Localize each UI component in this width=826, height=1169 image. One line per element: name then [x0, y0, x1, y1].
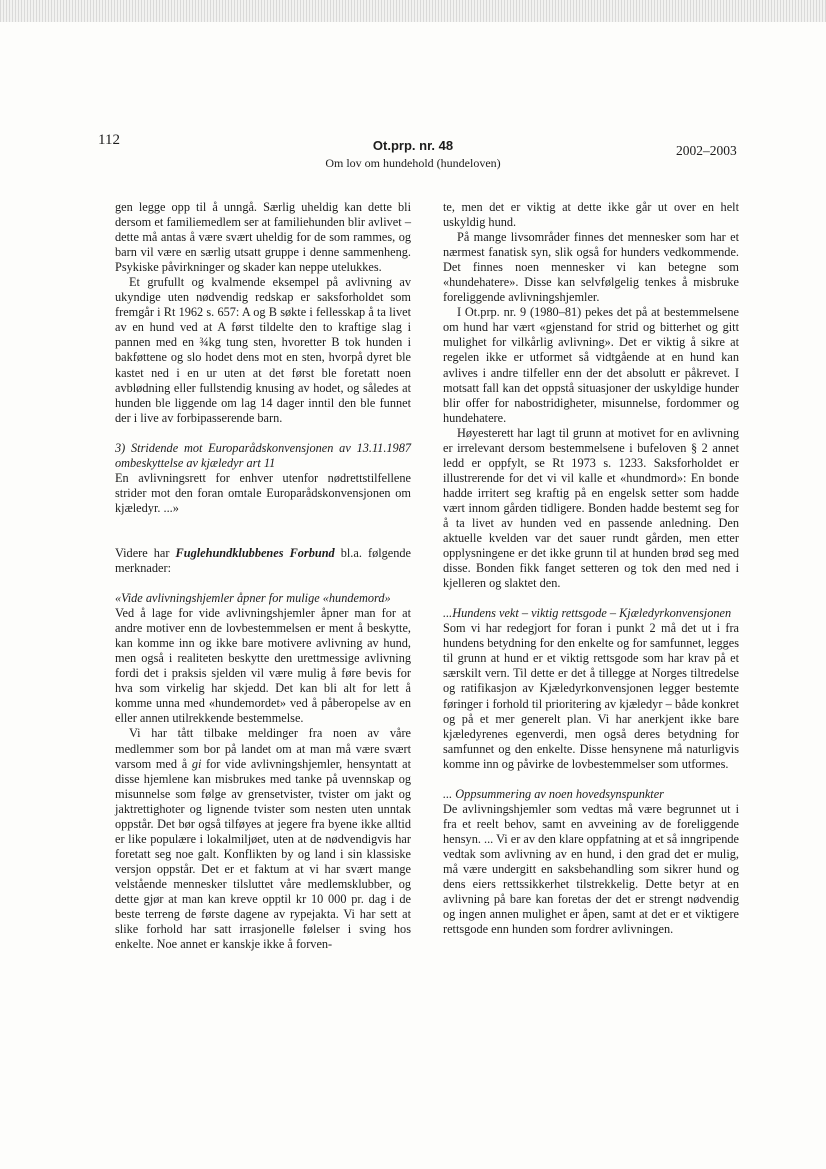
document-subtitle: Om lov om hundehold (hundeloven) [325, 156, 501, 170]
paragraph: Ved å lage for vide avlivningshjemler åpner man for at andre motiver enn de lovbestemmelsen er ment å beskytte, kan komme inn og ikke bare motivere avlivning av hund, men også i realiteten beskytte den urettmessige avlivning fordi det i praksis sjelden vil være mulig å føre bevis for hva som virkelig har skjedd. Det kan bli alt for lett å komme unna med «hundemordet» ved å påberopelse av en eller annen utilrekkende bestemmelse. [115, 606, 411, 726]
scan-artifact-band [0, 0, 826, 22]
paragraph: Høyesterett har lagt til grunn at motivet for en avlivning er irrelevant dersom bestemmelsene i bufeloven § 2 annet ledd er oppfylt, se Rt 1973 s. 1233. Saksforholdet er illustrerende for det vi vil kalle et «hundmord»: En bonde hadde irritert seg kraftig på en engelsk setter som hadde vært innom gården tidligere. Bonden hadde bestemt seg for å ta livet av hunden ved en passende anledning. Den aktuelle kvelden var det sauer rundt gården, men etter opplysningene er det ikke grunn til at hunden brød seg med disse. Bonden fikk fanget setteren og tok den med ned i kjelleren og slaktet den. [443, 425, 739, 591]
paragraph: Et grufullt og kvalmende eksempel på avlivning av ukyndige uten nødvendig redskap er saksforholdet som fremgår i Rt 1962 s. 657: A og B søkte i fellesskap å ta livet av en hund ved at A først tildelte den to kraftige slag i pannen med en ¾kg tung sten, hvoretter B tok hunden i bakføttene og slo hodet dens mot en sten, hvorpå dyret ble kastet ned i en ur uten at det først ble foretatt noen avblødning eller fullstendig knusing av hodet, og således at hunden ble liggende om lag 14 dager inntil den ble funnet der i live av forbipasserende barn. [115, 275, 411, 425]
section-heading: «Vide avlivningshjemler åpner for mulige «hundemord» [115, 591, 391, 606]
paragraph: På mange livsområder finnes det mennesker som har et nærmest fanatisk syn, slik også for hunders vedkommende. Det finnes noen mennesker vi kan betegne som «hundehatere». Disse kan selvfølgelig tenkes å misbruke foreliggende avlivningshjemler. [443, 230, 739, 305]
paragraph: Vi har tått tilbake meldinger fra noen av våre medlemmer som bor på landet om at man må være svært varsom med å gi for vide avlivningshjemler, hensyntatt at disse hjemlene kan misbrukes med tanke på uvennskap og misunnelse som følge av grensetvister, tvister om jakt og jaktrettighoter og lignende tvister som nesten uten unntak oppstår. Det bør også tilføyes at jegere fra byene ikke alltid er like populære i lokalmiljøet, uten at de nødvendigvis har foretatt seg noe galt. Konflikten by og land i sin klassiske versjon oppstår. Det er et faktum at vi har svært mange velstående mennesker tilsluttet våre medlemsklubber, og dette gjør at man kan kreve opptil kr 10 000 pr. dag i de beste terreng de første dagene av rypejakta. Vi har sett at slike forhold har satt irrasjonelle følelser i sving hos enkelte. Noe annet er kanskje ikke å forven- [115, 726, 411, 952]
organization-name: Fuglehundklubbenes Forbund [175, 545, 335, 560]
document-title: Ot.prp. nr. 48 [372, 138, 454, 153]
document-year: 2002–2003 [676, 143, 737, 158]
paragraph: Som vi har redegjort for foran i punkt 2 må det ut i fra hundens betydning for den enkelte og for samfunnet, legges til grunn at hund er et viktig rettsgode som har krav på et særskilt vern. Til dette er det å tillegge at Norges tiltredelse og ratifikasjon av Kjæledyrkonvensjonen legger bestemte føringer i forhold til prioritering av kjæledyr – både konkret og på et mer generelt plan. Vi har anerkjent ikke bare kjæledyrenes egenverdi, men også deres betydning for samfunnet og den enkelte. Disse hensynene må naturligvis komme inn og påvirke de lovbestemmelser som utformes. [443, 621, 739, 771]
paragraph: te, men det er viktig at dette ikke går ut over en helt uskyldig hund. [443, 200, 739, 230]
section-heading: ... Oppsummering av noen hovedsynspunkter [443, 786, 664, 801]
paragraph: I Ot.prp. nr. 9 (1980–81) pekes det på at bestemmelsene om hund har vært «gjenstand for strid og bitterhet og gitt mulighet for vilkårlig avlivning». Det er viktig å sikre at regelen ikke er utformet så vidtgående at en hund kan avlives i andre tilfeller enn der det absolutt er påkrevet. I motsatt fall kan det oppstå situasjoner der uskyldige hunder blir offer for nabostridigheter, misunnelse, fordommer og hundehatere. [443, 305, 739, 425]
paragraph: De avlivningshjemler som vedtas må være begrunnet ut i fra et reelt behov, samt en avveining av de foreliggende hensyn. ... Vi er av den klare oppfatning at et så inngripende vedtak som avlivning av en hund, i den grad det er mulig, må være undergitt en saksbehandling som sikrer hund og dens eiers rettssikkerhet tilstrekkelig. Dette betyr at en avlivning på bare kan foretas der det er strengt nødvendig og ingen annen mulighet er åpen, samt at det er et viktigere rettsgode enn hunden som fordrer avlivningen. [443, 801, 739, 937]
right-column [443, 200, 739, 937]
paragraph: Videre har Fuglehundklubbenes Forbund bl.a. følgende merknader: [115, 545, 411, 575]
paragraph: En avlivningsrett for enhver utenfor nødrettstilfellene strider mot den foran omtale Europarådskonvensjonen om kjæledyr. ...» [115, 470, 411, 515]
section-heading: 3) Stridende mot Europarådskonvensjonen av 13.11.1987 ombeskyttelse av kjæledyr art 11 [115, 440, 411, 470]
left-column [115, 200, 411, 952]
page-number: 112 [98, 132, 120, 148]
section-heading: ...Hundens vekt – viktig rettsgode – Kjæledyrkonvensjonen [443, 606, 732, 621]
paragraph: gen legge opp til å unngå. Særlig uheldig kan dette bli dersom et familiemedlem ser at familiehunden blir avlivet – dette må antas å være svært uheldig for de som rammes, og barn vil være en særlig utsatt gruppe i denne sammenheng. Psykiske påvirkninger og skader kan neppe utelukkes. [115, 200, 411, 275]
